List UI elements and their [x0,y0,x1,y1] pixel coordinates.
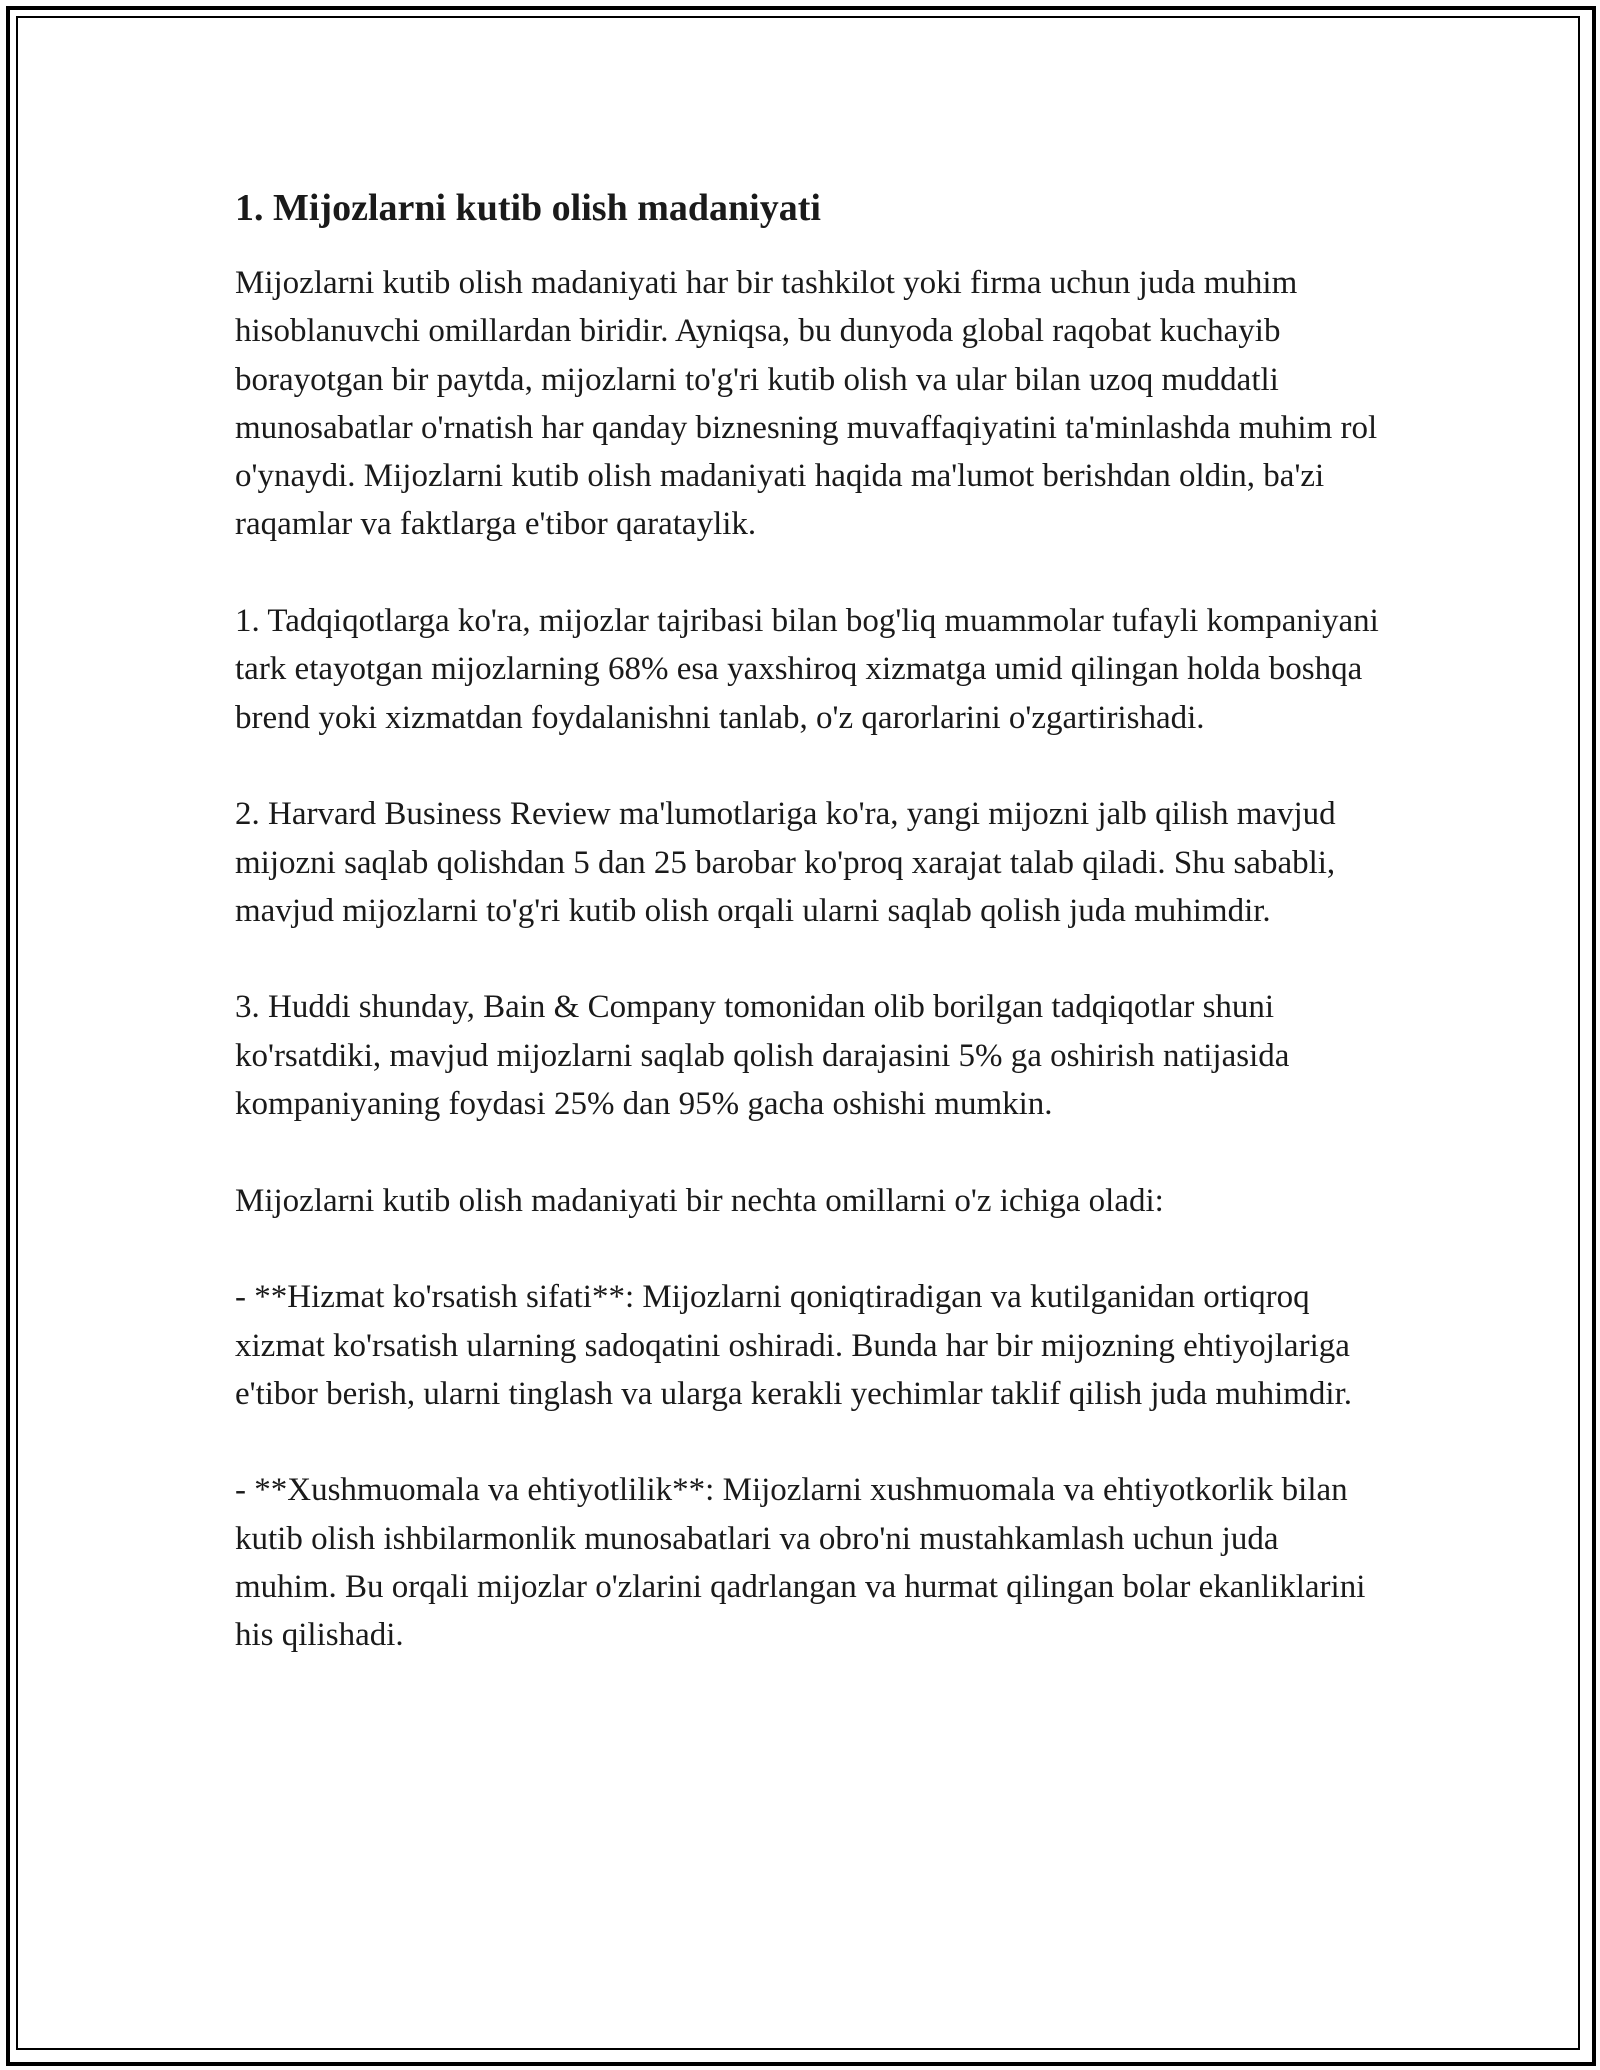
paragraph-fact-2: 2. Harvard Business Review ma'lumotlariga ko'ra, yangi mijozni jalb qilish mavjud mijozni saqlab qolishdan 5 dan 25 barobar ko'proq xarajat talab qiladi. Shu sababli, mavjud mijozlarni to'g'ri kutib olish orqali ularni saqlab qolish juda muhimdir. [235,796,1336,929]
document-body [235,185,1385,1660]
paragraph-courtesy: - **Xushmuomala va ehtiyotlilik**: Mijozlarni xushmuomala va ehtiyotkorlik bilan kutib olish ishbilarmonlik munosabatlari va obro'ni mustahkamlash uchun juda muhim. Bu orqali mijozlar o'zlarini qadrlangan va hurmat qilingan bolar ekanliklarini his qilishadi. [235,1472,1366,1654]
paragraph-fact-1: 1. Tadqiqotlarga ko'ra, mijozlar tajribasi bilan bog'liq muammolar tufayli kompaniyani tark etayotgan mijozlarning 68% esa yaxshiroq xizmatga umid qilingan holda boshqa brend yoki xizmatdan foydalanishni tanlab, o'z qarorlarini o'zgartirishadi. [235,603,1379,736]
paragraph-fact-3: 3. Huddi shunday, Bain & Company tomonidan olib borilgan tadqiqotlar shuni ko'rsatdiki, mavjud mijozlarni saqlab qolish darajasini 5% ga oshirish natijasida kompaniyaning foydasi 25% dan 95% gacha oshishi mumkin. [235,989,1290,1123]
page-title: 1. Mijozlarni kutib olish madaniyati [235,187,821,229]
paragraph-factors-intro: Mijozlarni kutib olish madaniyati bir nechta omillarni o'z ichiga oladi: [235,1182,1164,1219]
paragraph-intro: Mijozlarni kutib olish madaniyati har bir tashkilot yoki firma uchun juda muhim hisoblanuvchi omillardan biridir. Ayniqsa, bu dunyoda global raqobat kuchayib borayotgan bir paytda, mijozlarni to'g'ri kutib olish va ular bilan uzoq muddatli munosabatlar o'rnatish har qanday biznesning muvaffaqiyatini ta'minlashda muhim rol o'ynaydi. Mijozlarni kutib olish madaniyati haqida ma'lumot berishdan oldin, ba'zi raqamlar va faktlarga e'tibor qarataylik. [235,265,1378,543]
paragraph-service-quality: - **Hizmat ko'rsatish sifati**: Mijozlarni qoniqtiradigan va kutilganidan ortiqroq xizmat ko'rsatish ularning sadoqatini oshiradi. Bunda har bir mijozning ehtiyojlariga e'tibor berish, ularni tinglash va ularga kerakli yechimlar taklif qilish juda muhimdir. [235,1279,1352,1412]
